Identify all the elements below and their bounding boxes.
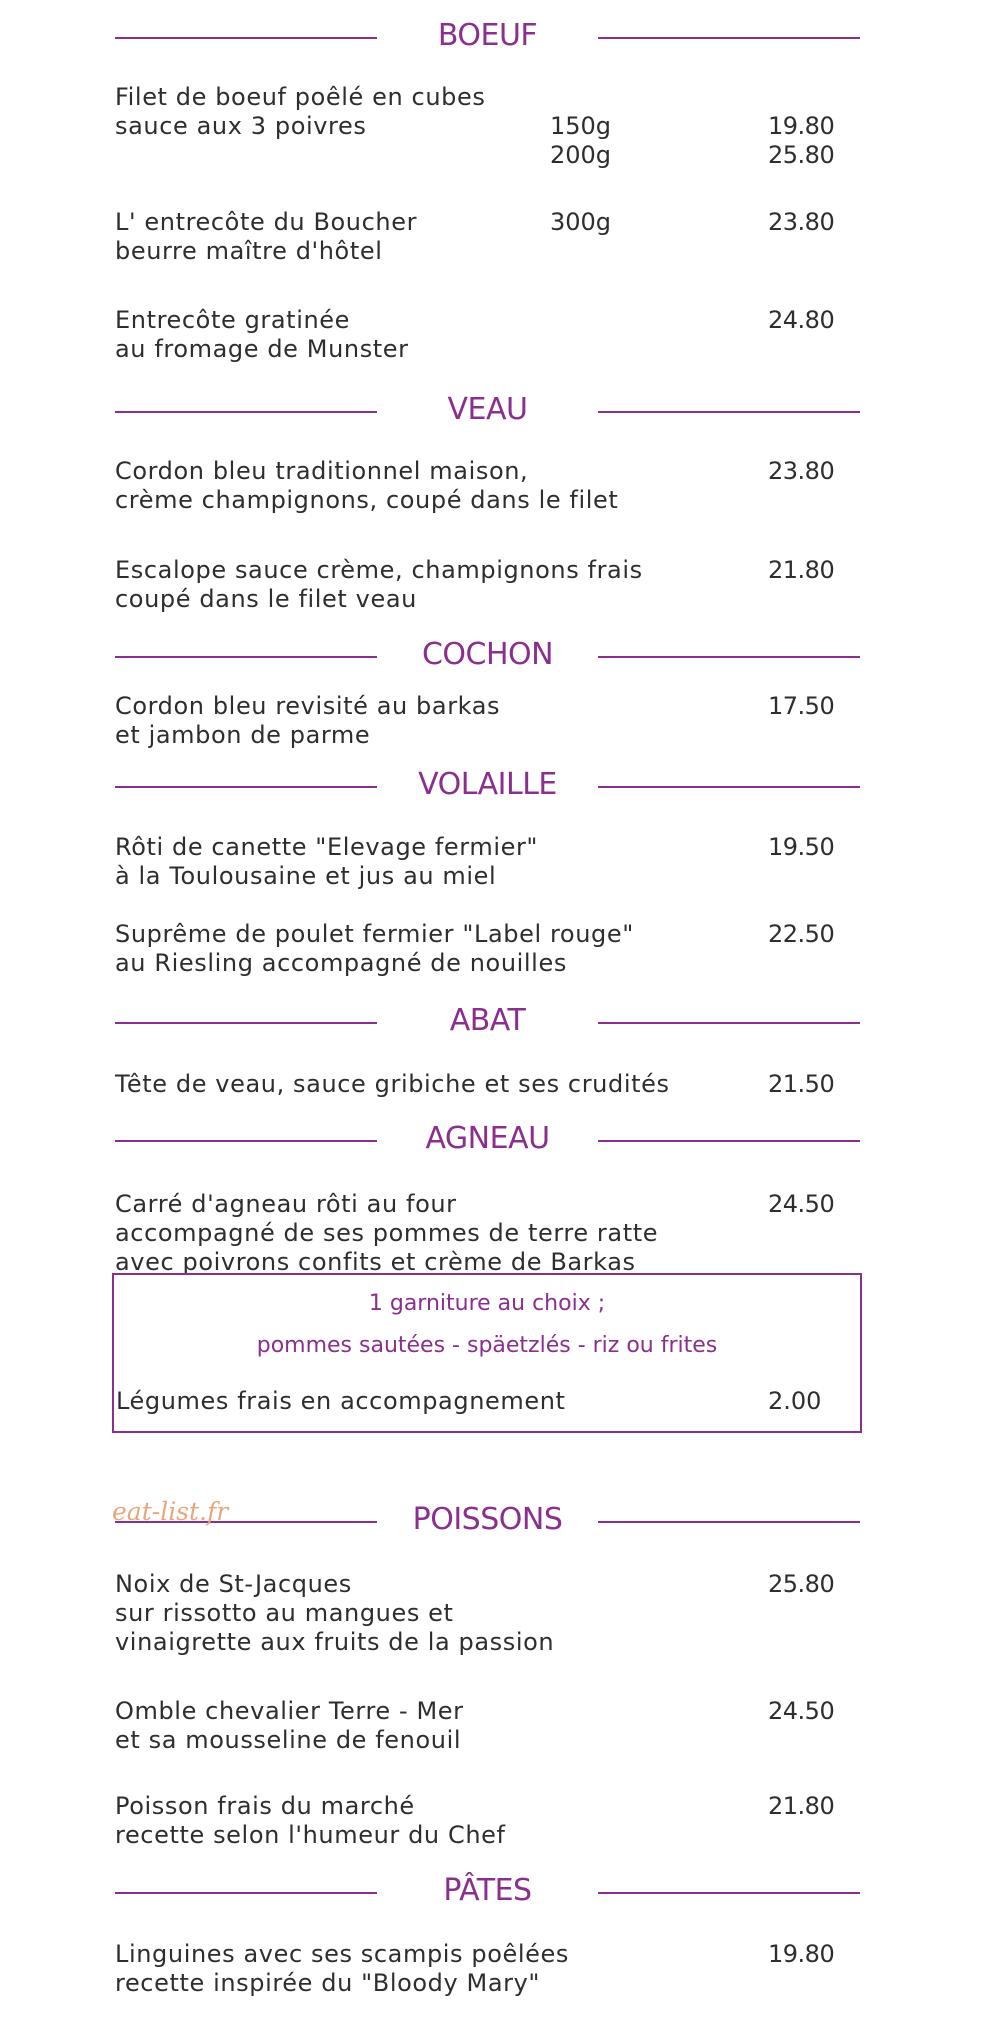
- watermark: eat-list.fr: [112, 1497, 229, 1526]
- divider: [598, 1022, 860, 1024]
- dish-name: Entrecôte gratinée au fromage de Munster: [115, 306, 409, 363]
- dish-price: 21.80: [768, 1792, 835, 1820]
- dish-name: L' entrecôte du Boucher beurre maître d'hôtel: [115, 208, 418, 265]
- divider: [598, 786, 860, 788]
- dish-name: Poisson frais du marché recette selon l'humeur du Chef: [115, 1792, 506, 1849]
- garnish-title: 1 garniture au choix ;: [368, 1291, 606, 1316]
- section-title: COCHON: [421, 637, 554, 672]
- section-title: ABAT: [449, 1003, 526, 1038]
- divider: [598, 1892, 860, 1894]
- dish-weights: 150g 200g: [550, 112, 612, 169]
- section-header-cochon: [115, 637, 860, 677]
- section-title: BOEUF: [437, 18, 538, 53]
- divider: [598, 656, 860, 658]
- divider: [598, 37, 860, 39]
- dish-name: Tête de veau, sauce gribiche et ses crudités: [115, 1070, 670, 1098]
- dish-prices: 19.80 25.80: [768, 112, 835, 169]
- section-title: VOLAILLE: [418, 767, 557, 802]
- dish-price: 24.80: [768, 306, 835, 334]
- dish-price: 17.50: [768, 692, 835, 720]
- dish-weight: 300g: [550, 208, 612, 236]
- section-title: POISSONS: [412, 1502, 563, 1537]
- dish-name: Cordon bleu traditionnel maison, crème champignons, coupé dans le filet: [115, 457, 619, 514]
- dish-name: Escalope sauce crème, champignons frais coupé dans le filet veau: [115, 556, 643, 613]
- dish-name: Suprême de poulet fermier "Label rouge" au Riesling accompagné de nouilles: [115, 920, 634, 977]
- vegetables-price: 2.00: [768, 1387, 822, 1415]
- dish-name: Cordon bleu revisité au barkas et jambon de parme: [115, 692, 501, 749]
- section-header-pates: [115, 1873, 860, 1913]
- dish-price: 19.80: [768, 1940, 835, 1968]
- dish-price: 22.50: [768, 920, 835, 948]
- dish-price: 21.50: [768, 1070, 835, 1098]
- section-header-agneau: [115, 1121, 860, 1161]
- vegetables-label: Légumes frais en accompagnement: [116, 1387, 566, 1415]
- section-header-veau: [115, 392, 860, 432]
- divider: [598, 1521, 860, 1523]
- dish-name: Filet de boeuf poêlé en cubes sauce aux 3 poivres: [115, 83, 486, 140]
- dish-name: Carré d'agneau rôti au four accompagné de ses pommes de terre ratte avec poivrons confits et crème de Barkas: [115, 1190, 659, 1276]
- dish-price: 19.50: [768, 833, 835, 861]
- section-title: VEAU: [447, 392, 528, 427]
- dish-price: 24.50: [768, 1190, 835, 1218]
- garnish-box: [112, 1273, 862, 1433]
- section-title: AGNEAU: [425, 1121, 550, 1156]
- section-header-boeuf: [115, 18, 860, 58]
- section-title: PÂTES: [443, 1873, 532, 1908]
- dish-price: 23.80: [768, 457, 835, 485]
- dish-price: 24.50: [768, 1697, 835, 1725]
- dish-price: 25.80: [768, 1570, 835, 1598]
- section-header-volaille: [115, 767, 860, 807]
- dish-name: Linguines avec ses scampis poêlées recette inspirée du "Bloody Mary": [115, 1940, 569, 1997]
- divider: [598, 411, 860, 413]
- dish-price: 23.80: [768, 208, 835, 236]
- dish-name: Rôti de canette "Elevage fermier" à la Toulousaine et jus au miel: [115, 833, 539, 890]
- garnish-options: pommes sautées - späetzlés - riz ou frites: [256, 1333, 718, 1358]
- dish-name: Omble chevalier Terre - Mer et sa mousseline de fenouil: [115, 1697, 464, 1754]
- dish-name: Noix de St-Jacques sur rissotto au mangues et vinaigrette aux fruits de la passion: [115, 1570, 555, 1656]
- section-header-abat: [115, 1003, 860, 1043]
- dish-price: 21.80: [768, 556, 835, 584]
- divider: [598, 1140, 860, 1142]
